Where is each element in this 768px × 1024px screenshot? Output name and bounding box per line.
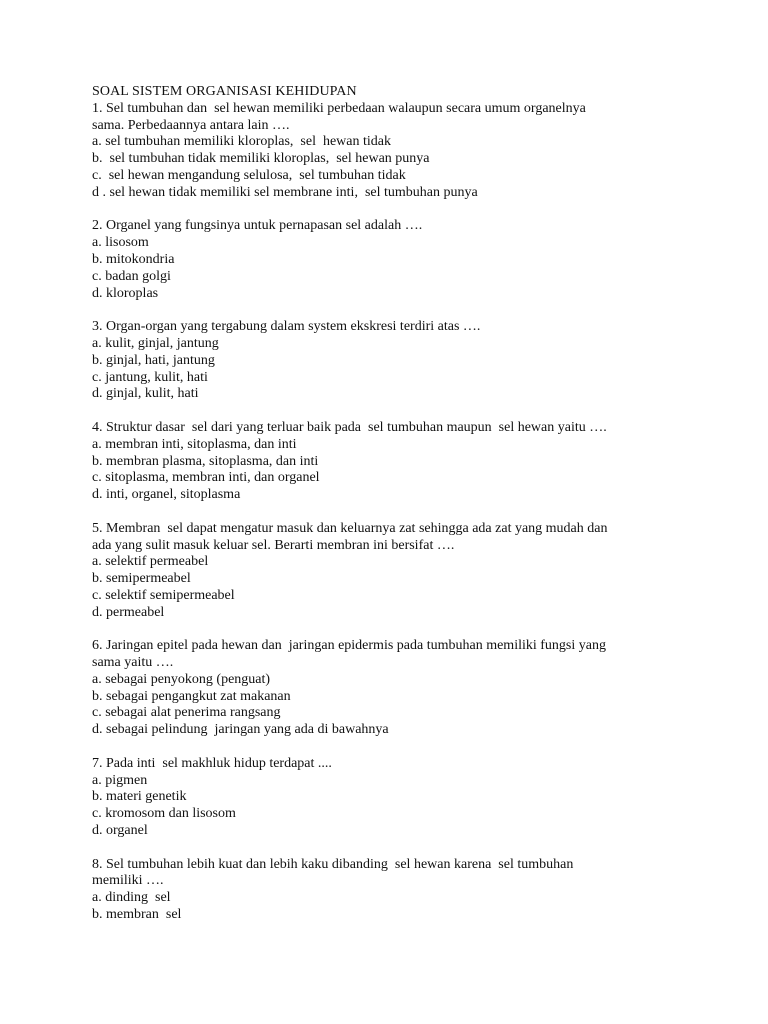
answer-option-d: d. inti, organel, sitoplasma [92, 487, 241, 503]
question-text: 8. Sel tumbuhan lebih kuat dan lebih kaku dibanding sel hewan karena sel tumbuhan [92, 856, 574, 872]
question-4 [92, 420, 752, 504]
answer-option-c: c. selektif semipermeabel [92, 587, 235, 603]
question-text: ada yang sulit masuk keluar sel. Berarti membran ini bersifat …. [92, 537, 455, 553]
question-3 [92, 319, 752, 403]
answer-option-b: b. ginjal, hati, jantung [92, 352, 215, 368]
question-1 [92, 101, 752, 202]
answer-option-d: d . sel hewan tidak memiliki sel membrane inti, sel tumbuhan punya [92, 184, 478, 200]
answer-option-b: b. materi genetik [92, 789, 187, 805]
answer-option-a: a. selektif permeabel [92, 554, 209, 570]
answer-option-b: b. membran sel [92, 907, 182, 923]
answer-option-c: c. sitoplasma, membran inti, dan organel [92, 470, 320, 486]
answer-option-d: d. ginjal, kulit, hati [92, 386, 199, 402]
question-text: 2. Organel yang fungsinya untuk pernapasan sel adalah …. [92, 218, 423, 234]
document-content [92, 84, 752, 941]
answer-option-a: a. kulit, ginjal, jantung [92, 335, 219, 351]
answer-option-b: b. mitokondria [92, 251, 175, 267]
answer-option-d: d. organel [92, 823, 148, 839]
answer-option-c: c. badan golgi [92, 268, 171, 284]
document-title: SOAL SISTEM ORGANISASI KEHIDUPAN [92, 84, 357, 99]
answer-option-a: a. sel tumbuhan memiliki kloroplas, sel hewan tidak [92, 134, 391, 150]
question-text: 6. Jaringan epitel pada hewan dan jaringan epidermis pada tumbuhan memiliki fungsi yang [92, 638, 606, 654]
answer-option-a: a. dinding sel [92, 890, 171, 906]
question-text: sama. Perbedaannya antara lain …. [92, 117, 290, 133]
answer-option-a: a. membran inti, sitoplasma, dan inti [92, 436, 297, 452]
question-5 [92, 521, 752, 622]
answer-option-c: c. sel hewan mengandung selulosa, sel tumbuhan tidak [92, 167, 406, 183]
answer-option-d: d. sebagai pelindung jaringan yang ada di bawahnya [92, 722, 389, 738]
question-text: 4. Struktur dasar sel dari yang terluar baik pada sel tumbuhan maupun sel hewan yaitu …. [92, 419, 607, 435]
question-2 [92, 218, 752, 302]
question-6 [92, 638, 752, 739]
answer-option-c: c. kromosom dan lisosom [92, 806, 236, 822]
question-text: 5. Membran sel dapat mengatur masuk dan keluarnya zat sehingga ada zat yang mudah dan [92, 520, 608, 536]
question-text: 3. Organ-organ yang tergabung dalam system ekskresi terdiri atas …. [92, 319, 481, 335]
question-8 [92, 857, 752, 924]
answer-option-b: b. membran plasma, sitoplasma, dan inti [92, 453, 319, 469]
answer-option-a: a. sebagai penyokong (penguat) [92, 671, 271, 687]
answer-option-c: c. sebagai alat penerima rangsang [92, 705, 281, 721]
answer-option-b: b. sel tumbuhan tidak memiliki kloroplas, sel hewan punya [92, 151, 430, 167]
answer-option-b: b. sebagai pengangkut zat makanan [92, 688, 291, 704]
answer-option-b: b. semipermeabel [92, 571, 191, 587]
question-7 [92, 756, 752, 840]
answer-option-d: d. permeabel [92, 604, 165, 620]
answer-option-c: c. jantung, kulit, hati [92, 369, 208, 385]
answer-option-d: d. kloroplas [92, 285, 159, 301]
answer-option-a: a. lisosom [92, 235, 149, 251]
question-text: 7. Pada inti sel makhluk hidup terdapat .... [92, 755, 332, 771]
question-text: sama yaitu …. [92, 655, 174, 671]
question-text: memiliki …. [92, 873, 164, 889]
answer-option-a: a. pigmen [92, 772, 148, 788]
question-text: 1. Sel tumbuhan dan sel hewan memiliki perbedaan walaupun secara umum organelnya [92, 100, 586, 116]
